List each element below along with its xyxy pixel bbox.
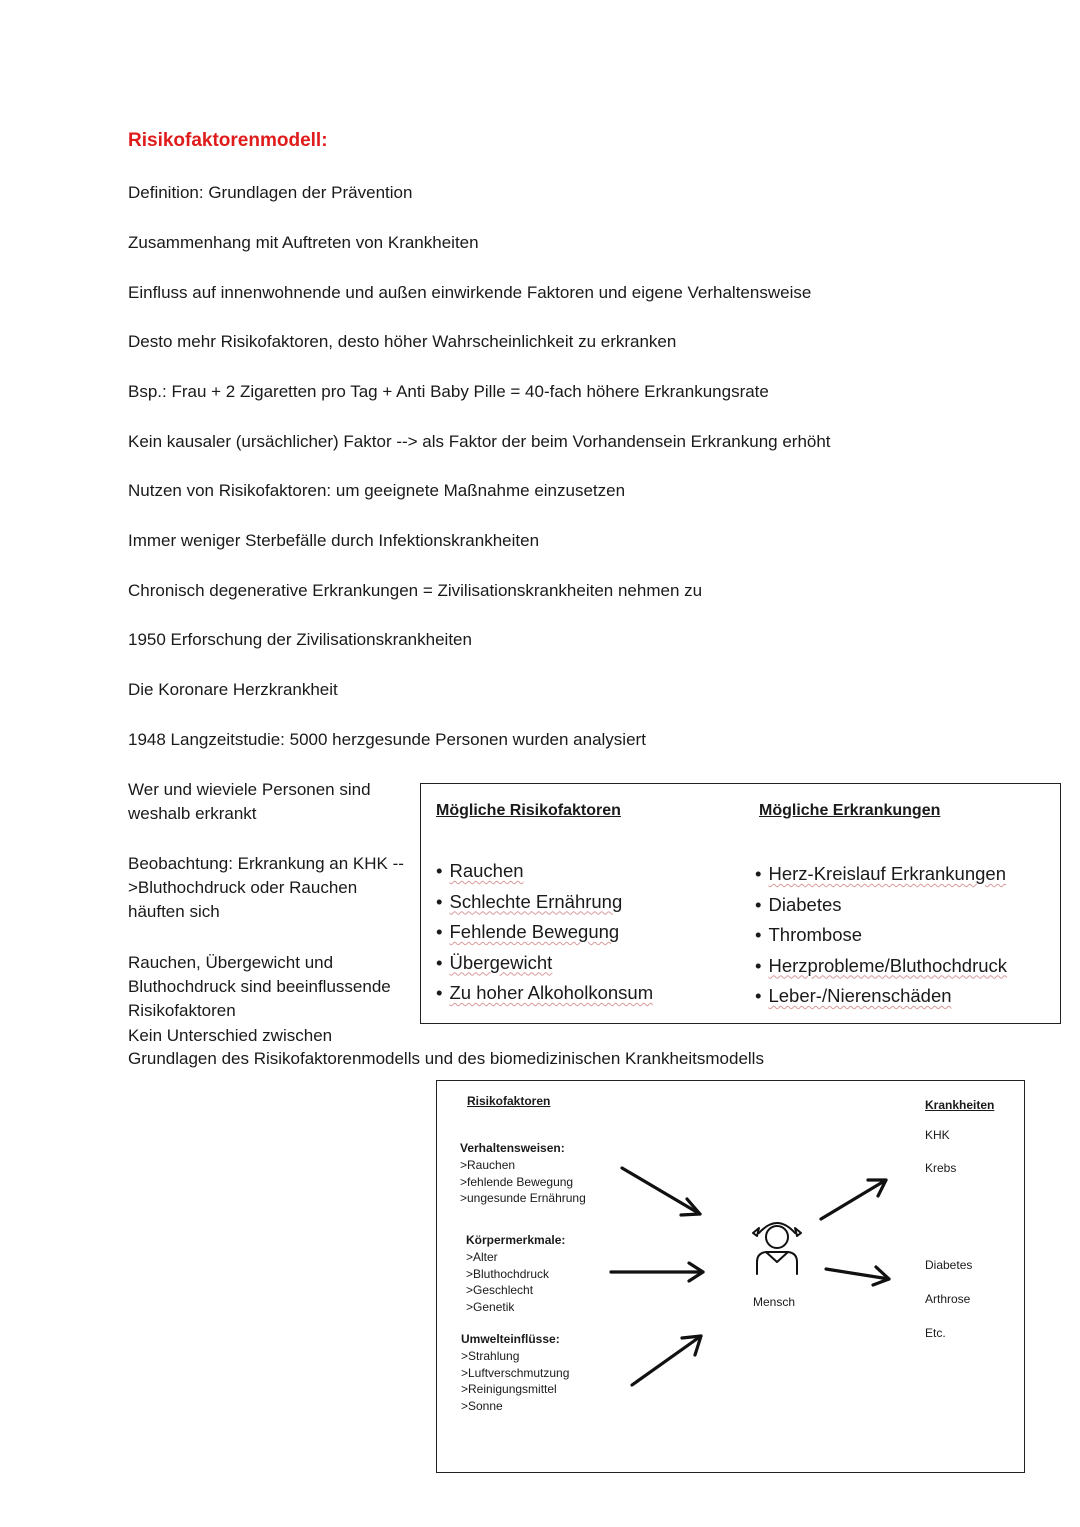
group-item: >ungesunde Ernährung	[460, 1191, 586, 1206]
diseases-title: Krankheiten	[925, 1098, 995, 1112]
group-environment	[461, 1331, 569, 1415]
risk-table	[420, 783, 1061, 1024]
group-heading: Körpermerkmale:	[466, 1233, 566, 1247]
group-heading: Verhaltensweisen:	[460, 1141, 565, 1155]
text-line: Desto mehr Risikofaktoren, desto höher Wahrscheinlichkeit zu erkranken	[128, 332, 677, 351]
side-paragraph: Kein Unterschied zwischen	[128, 1026, 333, 1045]
list-item: • Zu hoher Alkoholkonsum	[436, 978, 653, 1009]
closing-line: Grundlagen des Risikofaktorenmodells und des biomedizinischen Krankheitsmodells	[128, 1049, 764, 1068]
group-item: >Strahlung	[461, 1348, 520, 1363]
text-line: Die Koronare Herzkrankheit	[128, 680, 338, 699]
text-line-definition: Definition: Grundlagen der Prävention	[128, 183, 413, 202]
group-item: >Alter	[466, 1249, 498, 1264]
group-item: >Luftverschmutzung	[461, 1365, 570, 1380]
person-label: Mensch	[753, 1295, 796, 1309]
text-line: Einfluss auf innenwohnende und außen einwirkende Faktoren und eigene Verhaltensweise	[128, 283, 812, 302]
group-item: >Geschlecht	[466, 1283, 534, 1298]
disease-item: Etc.	[925, 1326, 946, 1340]
group-item: >Genetik	[466, 1300, 515, 1315]
disease-list	[755, 859, 1007, 1012]
group-item: >Reinigungsmittel	[461, 1382, 557, 1397]
list-item: • Fehlende Bewegung	[436, 917, 653, 948]
text-line: Chronisch degenerative Erkrankungen = Zivilisationskrankheiten nehmen zu	[128, 581, 703, 600]
group-heading: Umwelteinflüsse:	[461, 1332, 560, 1346]
list-item: • Leber-/Nierenschäden	[755, 981, 1007, 1012]
disease-item: Diabetes	[925, 1258, 973, 1272]
text-line: 1950 Erforschung der Zivilisationskrankheiten	[128, 630, 472, 649]
disease-item: KHK	[925, 1128, 950, 1142]
text-line-example: Bsp.: Frau + 2 Zigaretten pro Tag + Anti Baby Pille = 40-fach höhere Erkrankungsrate	[128, 382, 769, 401]
risk-factors-title: Risikofaktoren	[467, 1094, 551, 1108]
list-item: • Herzprobleme/Bluthochdruck	[755, 951, 1007, 982]
arrow-icon	[632, 1336, 701, 1385]
list-item: • Herz-Kreislauf Erkrankungen	[755, 859, 1007, 890]
group-behaviour	[460, 1140, 586, 1207]
side-paragraph: Beobachtung: Erkrankung an KHK -->Bluthochdruck oder Rauchen häuften sich	[128, 854, 404, 921]
list-item: • Rauchen	[436, 856, 653, 887]
group-item: >fehlende Bewegung	[460, 1174, 574, 1189]
group-item: >Bluthochdruck	[466, 1266, 550, 1281]
text-line: 1948 Langzeitstudie: 5000 herzgesunde Personen wurden analysiert	[128, 730, 646, 749]
text-line: Nutzen von Risikofaktoren: um geeignete Maßnahme einzusetzen	[128, 481, 626, 500]
text-line: Kein kausaler (ursächlicher) Faktor --> als Faktor der beim Vorhandensein Erkrankung erhöht	[128, 432, 831, 451]
group-body	[466, 1232, 565, 1316]
arrow-icon	[826, 1267, 889, 1285]
group-item: >Sonne	[461, 1399, 503, 1414]
group-item: >Rauchen	[460, 1157, 516, 1172]
arrow-icon	[611, 1263, 703, 1281]
list-item: • Übergewicht	[436, 948, 653, 979]
text-line: Zusammenhang mit Auftreten von Krankheiten	[128, 233, 479, 252]
side-paragraph: Rauchen, Übergewicht und Bluthochdruck sind beeinflussende Risikofaktoren	[128, 953, 391, 1020]
arrow-icon	[821, 1180, 886, 1219]
disease-column-header: Mögliche Erkrankungen	[759, 802, 941, 819]
text-line: Immer weniger Sterbefälle durch Infektionskrankheiten	[128, 531, 540, 550]
risk-factor-diagram	[436, 1080, 1025, 1473]
disease-item: Krebs	[925, 1161, 957, 1175]
list-item: • Schlechte Ernährung	[436, 887, 653, 918]
list-item: • Diabetes	[755, 890, 1007, 921]
disease-item: Arthrose	[925, 1292, 971, 1306]
page-title: Risikofaktorenmodell:	[128, 130, 328, 151]
arrow-icon	[622, 1168, 700, 1215]
list-item: • Thrombose	[755, 920, 1007, 951]
side-paragraph: Wer und wieviele Personen sind weshalb erkrankt	[128, 780, 371, 823]
risk-list	[436, 856, 653, 1009]
risk-column-header: Mögliche Risikofaktoren	[436, 802, 621, 819]
person-icon	[753, 1223, 801, 1274]
